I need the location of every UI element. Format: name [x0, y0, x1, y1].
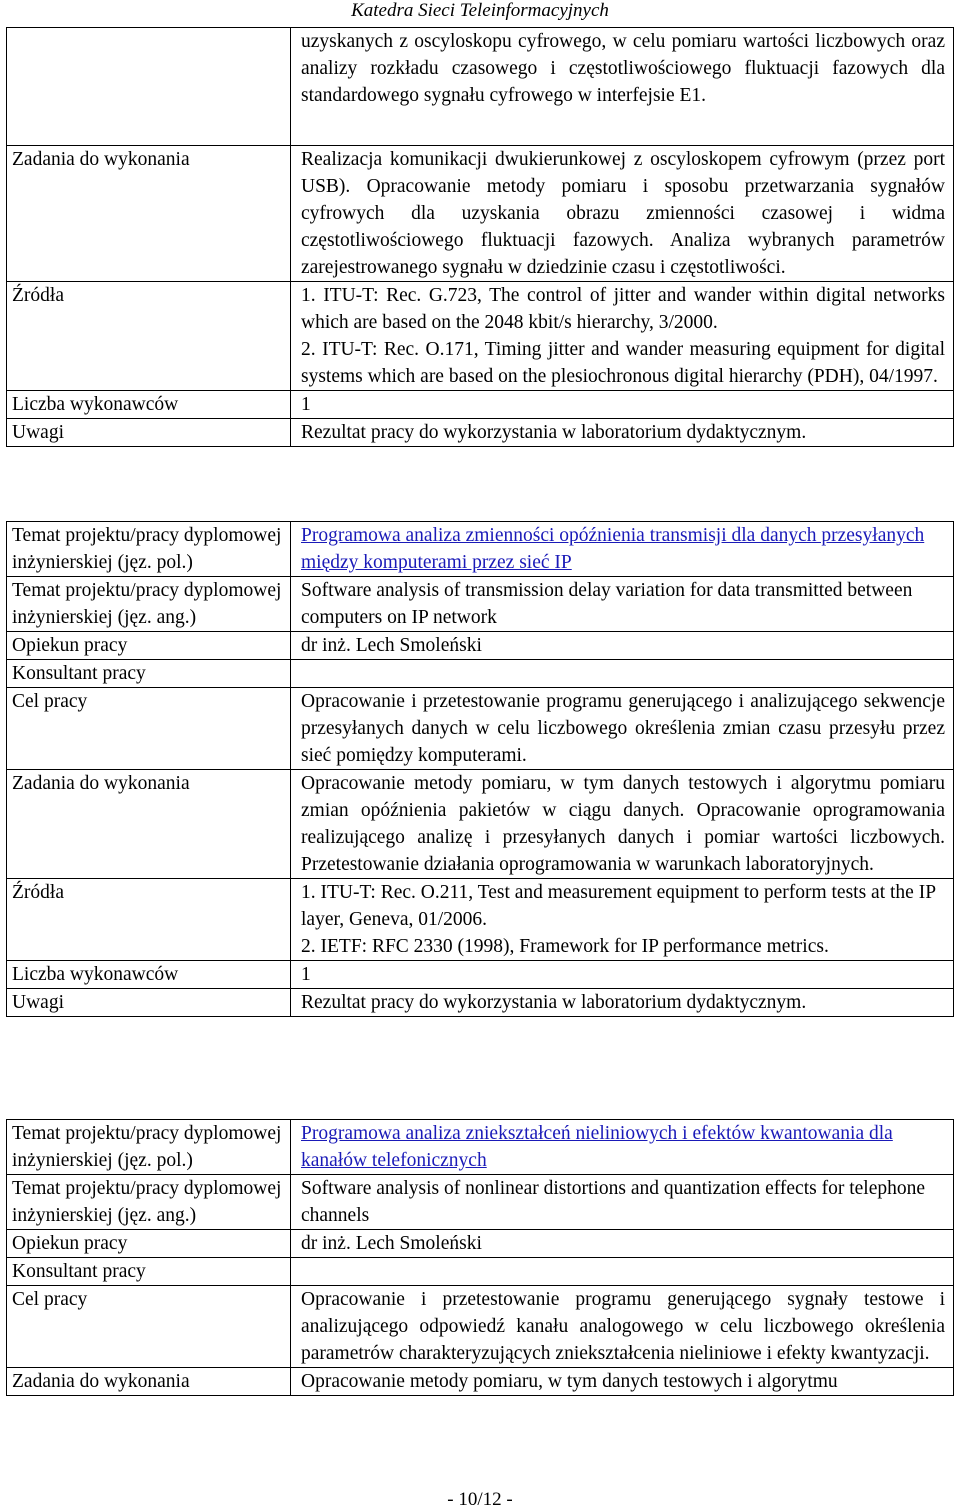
table-row	[7, 522, 954, 577]
title-pl-link[interactable]	[291, 1120, 954, 1175]
notes-value: Rezultat pracy do wykorzystania w laboratorium dydaktycznym.	[291, 989, 954, 1017]
goal-value: Opracowanie i przetestowanie programu generującego sygnały testowe i analizującego odpowiedź kanału analogowego w celu liczbowego określenia parametrów charakteryzujących zniekształcenia nieliniowe i efekty kwantyzacji.	[291, 1286, 954, 1368]
continued-goal-text: uzyskanych z oscyloskopu cyfrowego, w celu pomiaru wartości liczbowych oraz analizy rozkładu czasowego i częstotliwościowego fluktuacji fazowych dla standardowego sygnału cyfrowego w interfejsie E1.	[291, 28, 954, 146]
table-row	[7, 28, 954, 146]
table-row	[7, 989, 954, 1017]
table-row	[7, 146, 954, 282]
supervisor-value: dr inż. Lech Smoleński	[291, 632, 954, 660]
notes-label: Uwagi	[7, 419, 291, 447]
goal-value: Opracowanie i przetestowanie programu generującego i analizującego sekwencje przesyłanych danych w celu liczbowego określenia zmian czasu przesyłu przez sieć pomiędzy komputerami.	[291, 688, 954, 770]
title-pl-label: Temat projektu/pracy dyplomowej inżynierskiej (jęz. pol.)	[7, 522, 291, 577]
notes-value: Rezultat pracy do wykorzystania w laboratorium dydaktycznym.	[291, 419, 954, 447]
table-row	[7, 419, 954, 447]
tasks-value: Realizacja komunikacji dwukierunkowej z oscyloskopem cyfrowym (przez port USB). Opracowanie metody pomiaru i sposobu przetwarzania sygnałów cyfrowych dla uzyskania obrazu zmienności czasowej i widma częstotliwościowego fluktuacji fazowych. Analiza wybranych parametrów zarejestrowanego sygnału w dziedzinie czasu i częstotliwości.	[291, 146, 954, 282]
table-row	[7, 1286, 954, 1368]
table-row	[7, 1368, 954, 1396]
table-row	[7, 660, 954, 688]
consultant-value	[291, 660, 954, 688]
tasks-value: Opracowanie metody pomiaru, w tym danych testowych i algorytmu pomiaru zmian opóźnienia pakietów w ciągu danych. Opracowanie oprogramowania realizującego analizę i przesyłanych danych i pomiar wartości liczbowych. Przetestowanie działania oprogramowania w warunkach laboratoryjnych.	[291, 770, 954, 879]
goal-label: Cel pracy	[7, 688, 291, 770]
source-item: 1. ITU-T: Rec. G.723, The control of jitter and wander within digital networks which are based on the 2048 kbit/s hierarchy, 3/2000.	[301, 285, 945, 333]
consultant-value	[291, 1258, 954, 1286]
title-en-value: Software analysis of nonlinear distortions and quantization effects for telephone channels	[291, 1175, 954, 1230]
sources-value	[291, 282, 954, 391]
table-row	[7, 1258, 954, 1286]
tasks-label: Zadania do wykonania	[7, 146, 291, 282]
source-item: 2. ITU-T: Rec. O.171, Timing jitter and wander measuring equipment for digital systems which are based on the plesiochronous digital hierarchy (PDH), 04/1997.	[301, 339, 945, 387]
supervisor-value: dr inż. Lech Smoleński	[291, 1230, 954, 1258]
count-value: 1	[291, 391, 954, 419]
sources-value	[291, 879, 954, 961]
table-row	[7, 632, 954, 660]
project-table-3	[6, 1119, 954, 1396]
title-pl-link-text[interactable]: Programowa analiza zmienności opóźnienia transmisji dla danych przesyłanych między komputerami przez sieć IP	[301, 525, 925, 573]
supervisor-label: Opiekun pracy	[7, 1230, 291, 1258]
title-pl-label: Temat projektu/pracy dyplomowej inżynierskiej (jęz. pol.)	[7, 1120, 291, 1175]
table-row	[7, 577, 954, 632]
count-label: Liczba wykonawców	[7, 391, 291, 419]
count-label: Liczba wykonawców	[7, 961, 291, 989]
consultant-label: Konsultant pracy	[7, 660, 291, 688]
source-item: 1. ITU-T: Rec. O.211, Test and measurement equipment to perform tests at the IP layer, Geneva, 01/2006.	[301, 882, 936, 930]
table-row	[7, 688, 954, 770]
title-en-label: Temat projektu/pracy dyplomowej inżynierskiej (jęz. ang.)	[7, 1175, 291, 1230]
table-row	[7, 391, 954, 419]
table-row	[7, 1175, 954, 1230]
page-number: - 10/12 -	[447, 1489, 513, 1510]
notes-label: Uwagi	[7, 989, 291, 1017]
sources-label: Źródła	[7, 282, 291, 391]
table-row	[7, 879, 954, 961]
tasks-label: Zadania do wykonania	[7, 770, 291, 879]
table-row	[7, 1120, 954, 1175]
page-header: Katedra Sieci Teleinformacyjnych	[351, 0, 609, 21]
supervisor-label: Opiekun pracy	[7, 632, 291, 660]
title-pl-link[interactable]	[291, 522, 954, 577]
source-item: 2. IETF: RFC 2330 (1998), Framework for IP performance metrics.	[301, 936, 829, 957]
table-row	[7, 1230, 954, 1258]
title-en-value: Software analysis of transmission delay variation for data transmitted between computers on IP network	[291, 577, 954, 632]
goal-label: Cel pracy	[7, 1286, 291, 1368]
project-table-2	[6, 521, 954, 1017]
table-row	[7, 770, 954, 879]
tasks-label: Zadania do wykonania	[7, 1368, 291, 1396]
table-row	[7, 961, 954, 989]
count-value: 1	[291, 961, 954, 989]
sources-label: Źródła	[7, 879, 291, 961]
project-table-1	[6, 27, 954, 447]
tasks-value: Opracowanie metody pomiaru, w tym danych testowych i algorytmu	[291, 1368, 954, 1396]
consultant-label: Konsultant pracy	[7, 1258, 291, 1286]
title-en-label: Temat projektu/pracy dyplomowej inżynierskiej (jęz. ang.)	[7, 577, 291, 632]
table-row	[7, 282, 954, 391]
title-pl-link-text[interactable]: Programowa analiza zniekształceń nieliniowych i efektów kwantowania dla kanałów telefonicznych	[301, 1123, 893, 1171]
